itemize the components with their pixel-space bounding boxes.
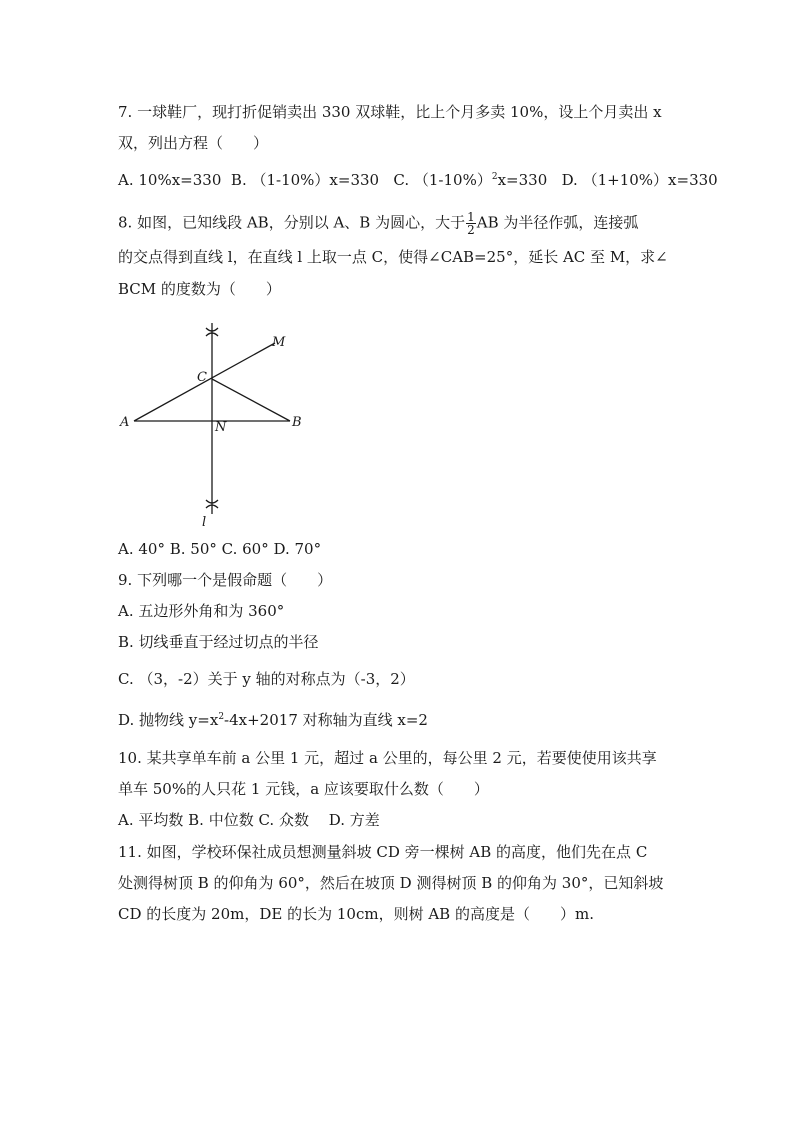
q11-stem-line1: 11. 如图，学校环保社成员想测量斜坡 CD 旁一棵树 AB 的高度，他们先在点 C: [118, 843, 648, 861]
q8-stem-line1: 8. 如图，已知线段 AB，分别以 A、B 为圆心，大于 $\frac{1}{2}$ AB 为半径作弧，连接弧: [118, 210, 639, 237]
q11-stem-line2: 处测得树顶 B 的仰角为 60°，然后在坡顶 D 测得树顶 B 的仰角为 30°，已知斜坡: [118, 874, 664, 892]
q7-option-d: D. （1+10%）x=330: [561, 171, 718, 189]
label-l: l: [202, 515, 207, 530]
label-c: C: [197, 370, 207, 385]
label-b: B: [292, 415, 302, 430]
q9-option-b: B. 切线垂直于经过切点的半径: [118, 633, 319, 651]
q10-options: A. 平均数 B. 中位数 C. 众数 D. 方差: [118, 811, 380, 829]
q10-stem-line2: 单车 50%的人只花 1 元钱，a 应该要取什么数（ ）: [118, 780, 489, 798]
q7-option-b: B. （1-10%）x=330: [230, 171, 380, 189]
label-n: N: [215, 420, 227, 435]
q8-figure: [112, 318, 322, 536]
q11-stem-line3: CD 的长度为 20m，DE 的长为 10cm，则树 AB 的高度是（ ）m.: [118, 905, 594, 923]
q8-options: A. 40° B. 50° C. 60° D. 70°: [118, 540, 322, 558]
q9-option-c: C. （3，-2）关于 y 轴的对称点为（-3，2）: [118, 670, 415, 688]
q7-option-a: A. 10%x=330: [118, 171, 222, 189]
q9-option-d: D. 抛物线 $y=x^2-4x+2017$ 对称轴为直线 x=2: [118, 711, 428, 729]
q9-stem: 9. 下列哪一个是假命题（ ）: [118, 571, 333, 589]
segment-cb: [212, 379, 290, 421]
label-m: M: [272, 335, 286, 350]
q8-stem-line3: BCM 的度数为（ ）: [118, 280, 281, 298]
q7-option-c: C. $(1-10\%)^2x=330$: [393, 171, 548, 189]
q9-option-a: A. 五边形外角和为 360°: [118, 602, 285, 620]
q7-stem-line2: 双，列出方程（ ）: [118, 134, 269, 152]
fraction-one-half: $\frac{1}{2}$: [467, 210, 475, 237]
q10-stem-line1: 10. 某共享单车前 a 公里 1 元，超过 a 公里的，每公里 2 元，若要使使用该共享: [118, 749, 657, 767]
q7-stem-line1: 7. 一球鞋厂，现打折促销卖出 330 双球鞋，比上个月多卖 10%，设上个月卖出 x: [118, 103, 662, 121]
q8-stem-line2: 的交点得到直线 l，在直线 l 上取一点 C，使得∠CAB=25°，延长 AC 至 M，求∠: [118, 248, 668, 266]
label-a: A: [120, 415, 130, 430]
q7-options: [118, 170, 718, 190]
